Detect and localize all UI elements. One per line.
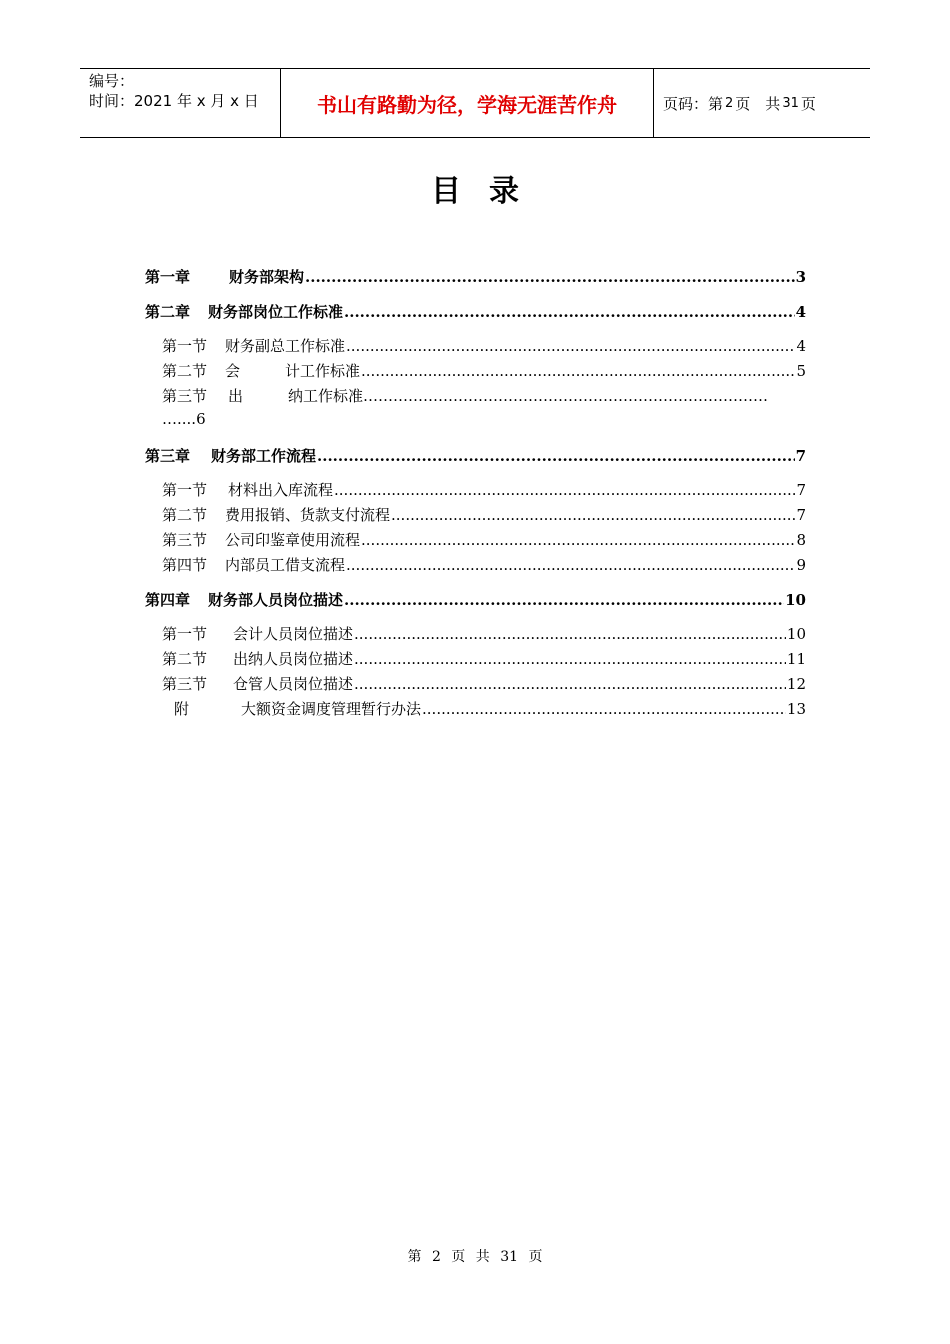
toc-page: 3 [795,268,806,286]
toc-leader [346,337,795,355]
toc-section-wrapped[interactable] [162,385,806,406]
toc-leader [344,591,784,609]
toc-leader [354,650,786,668]
toc-page: 8 [796,531,806,549]
toc-page: 9 [796,556,806,574]
toc-appendix[interactable] [162,698,806,719]
toc-text: 内部员工借支流程 [225,556,346,574]
toc-page: 4 [795,303,806,321]
toc-text: 财务部人员岗位描述 [208,591,344,609]
toc-leader [354,675,786,693]
toc-page: 7 [795,447,806,465]
toc-number: 第二节 [162,650,208,668]
toc-section[interactable] [162,554,806,575]
toc-page: 12 [786,675,806,693]
toc-leader [354,625,786,643]
toc-leader [391,506,795,524]
toc-section[interactable] [162,673,806,694]
toc-text: 财务部岗位工作标准 [208,303,344,321]
toc-text: 费用报销、货款支付流程 [225,506,391,524]
toc-section[interactable] [162,529,806,550]
header-meta [80,69,281,137]
toc-text: 出纳人员岗位描述 [233,650,354,668]
toc-leader [344,303,795,321]
page-header [80,68,870,138]
toc-leader [361,362,795,380]
page-prefix: 页码：第 [663,94,724,113]
toc-chapter-4[interactable] [145,589,806,610]
toc-number: 第二章 [145,303,191,321]
toc-number: 第一节 [162,337,208,355]
toc-section[interactable] [162,623,806,644]
toc-text: 会 计工作标准 [225,362,361,380]
toc-page: 10 [786,625,806,643]
page-mid: 页 共 [735,94,781,113]
toc-section[interactable] [162,648,806,669]
toc-text: 材料出入库流程 [228,481,334,499]
page-suffix: 页 [800,94,816,113]
toc-page: 13 [786,700,806,718]
toc-page: 5 [796,362,806,380]
toc-number: 第四节 [162,556,208,574]
toc-text: 财务副总工作标准 [225,337,346,355]
toc-chapter-1[interactable] [145,266,806,287]
toc-text: 公司印鉴章使用流程 [225,531,361,549]
header-motto: 书山有路勤为径，学海无涯苦作舟 [281,69,654,137]
toc-page: 11 [786,650,806,668]
toc-page: 4 [796,337,806,355]
toc-text: 仓管人员岗位描述 [233,675,354,693]
toc-number: 第二节 [162,362,208,380]
page-total: 31 [782,95,799,111]
toc-page: 7 [796,506,806,524]
header-number-label: 编号： [89,72,135,90]
toc-text: 出 纳工作标准 [228,387,364,405]
toc-title: 目录 [431,174,547,209]
toc-section[interactable] [162,504,806,525]
toc-chapter-3[interactable] [145,445,806,466]
toc-leader [422,700,786,718]
toc-wrapped-tail: …....6 [162,410,206,428]
toc-page: 10 [785,591,806,609]
toc-number: 第一章 [145,268,191,286]
toc-number: 第三章 [145,447,191,465]
toc-chapter-2[interactable] [145,301,806,322]
header-date: 时间：2021 年 x 月 x 日 [89,92,259,110]
toc-number: 第三节 [162,531,208,549]
toc-number: 第一节 [162,625,208,643]
toc-section[interactable] [162,360,806,381]
page-footer: 第 2 页 共 31 页 [407,1249,543,1265]
toc-section[interactable] [162,335,806,356]
toc-leader [334,481,795,499]
toc-page: 7 [796,481,806,499]
page-current: 2 [725,95,734,111]
toc-text: 财务部架构 [229,268,305,286]
toc-leader [361,531,795,549]
toc-leader-ellipsis: ……………………………………………………………………… [363,387,769,405]
toc-text: 会计人员岗位描述 [233,625,354,643]
header-page-info [654,69,870,137]
toc-leader [305,268,795,286]
toc-number: 第二节 [162,506,208,524]
toc-section[interactable] [162,479,806,500]
toc-leader [346,556,795,574]
toc-number: 第三节 [162,675,208,693]
toc-text: 财务部工作流程 [211,447,317,465]
toc-number: 第四章 [145,591,191,609]
toc-number: 附 [174,700,190,718]
toc-number: 第三节 [162,387,208,405]
toc-leader [317,447,795,465]
toc-text: 大额资金调度管理暂行办法 [241,700,422,718]
toc-number: 第一节 [162,481,208,499]
